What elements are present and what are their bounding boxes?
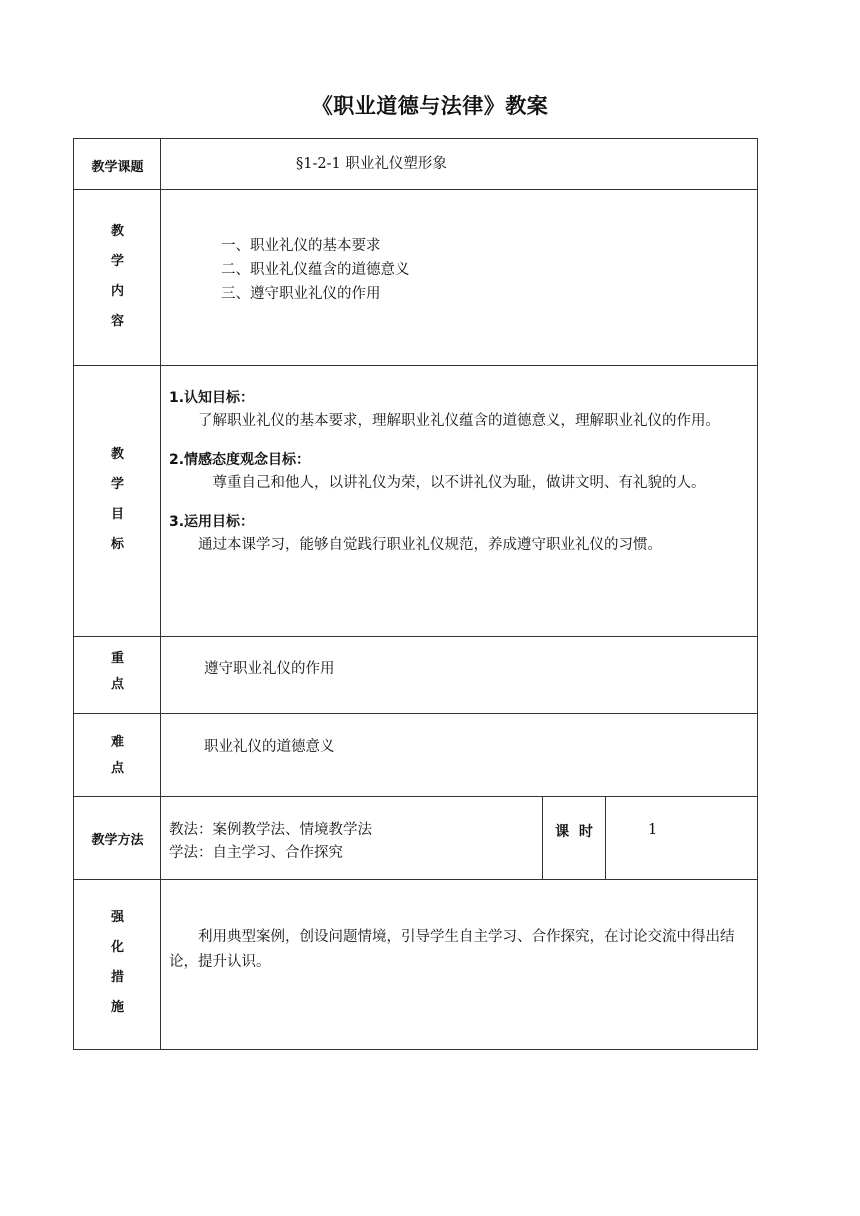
content-label — [74, 217, 161, 337]
goal-gap — [169, 495, 751, 511]
content-label-char: 容 — [110, 314, 124, 329]
goal-text-affective: 尊重自己和他人，以讲礼仪为荣，以不讲礼仪为耻，做讲文明、有礼貌的人。 — [212, 475, 706, 491]
goals-label-char: 标 — [110, 537, 124, 552]
row-divider-6 — [74, 879, 757, 880]
content-item: 三、遵守职业礼仪的作用 — [221, 286, 381, 302]
goal-gap — [169, 433, 751, 449]
goal-heading-affective: 2.情感态度观念目标： — [169, 452, 311, 468]
key-point-value: 遵守职业礼仪的作用 — [204, 661, 335, 677]
goal-text-cognitive: 了解职业礼仪的基本要求，理解职业礼仪蕴含的道德意义，理解职业礼仪的作用。 — [198, 413, 720, 429]
measures-label-char: 强 — [110, 910, 124, 925]
difficulty-label — [74, 730, 161, 782]
method-label: 教学方法 — [91, 833, 144, 848]
measures-label-char: 化 — [110, 940, 124, 955]
goal-heading-application: 3.运用目标： — [169, 514, 255, 530]
key-point-label — [74, 646, 161, 698]
topic-label: 教学课题 — [91, 160, 144, 175]
difficulty-label-char: 点 — [110, 761, 124, 776]
content-label-char: 教 — [110, 224, 124, 239]
measures-text: 利用典型案例，创设问题情境，引导学生自主学习、合作探究，在讨论交流中得出结论，提升认识。 — [169, 929, 735, 970]
content-item: 二、职业礼仪蕴含的道德意义 — [221, 262, 410, 278]
period-label: 课 时 — [555, 824, 593, 840]
goals-label — [74, 440, 161, 560]
measures-label-char: 措 — [110, 970, 124, 985]
document-title: 《职业道德与法律》教案 — [311, 94, 549, 118]
content-label-char: 学 — [110, 254, 124, 269]
measures-value — [169, 925, 749, 975]
teaching-method: 教法：案例教学法、情境教学法 — [169, 822, 372, 838]
goal-text-application: 通过本课学习，能够自觉践行职业礼仪规范，养成遵守职业礼仪的习惯。 — [198, 537, 662, 553]
measures-label — [74, 903, 161, 1023]
lesson-plan-table — [73, 138, 758, 1050]
row-divider-3 — [74, 636, 757, 637]
goal-heading-cognitive: 1.认知目标： — [169, 390, 255, 406]
row-divider-2 — [74, 365, 757, 366]
learning-method: 学法：自主学习、合作探究 — [169, 845, 343, 861]
content-list — [221, 234, 410, 306]
difficulty-value: 职业礼仪的道德意义 — [204, 739, 335, 755]
goals-body — [169, 387, 751, 557]
difficulty-label-char: 难 — [110, 735, 124, 750]
goals-label-char: 教 — [110, 447, 124, 462]
content-item: 一、职业礼仪的基本要求 — [221, 238, 381, 254]
key-point-label-char: 点 — [110, 677, 124, 692]
topic-value: §1-2-1 职业礼仪塑形象 — [296, 156, 447, 172]
row-divider-1 — [74, 189, 757, 190]
method-text — [169, 819, 372, 865]
period-value: 1 — [648, 822, 658, 838]
measures-label-char: 施 — [110, 1000, 124, 1015]
goals-label-char: 学 — [110, 477, 124, 492]
key-point-label-char: 重 — [110, 651, 124, 666]
content-label-char: 内 — [110, 284, 124, 299]
row-divider-4 — [74, 713, 757, 714]
row-divider-5 — [74, 796, 757, 797]
goals-label-char: 目 — [110, 507, 124, 522]
method-divider-2 — [605, 796, 606, 879]
